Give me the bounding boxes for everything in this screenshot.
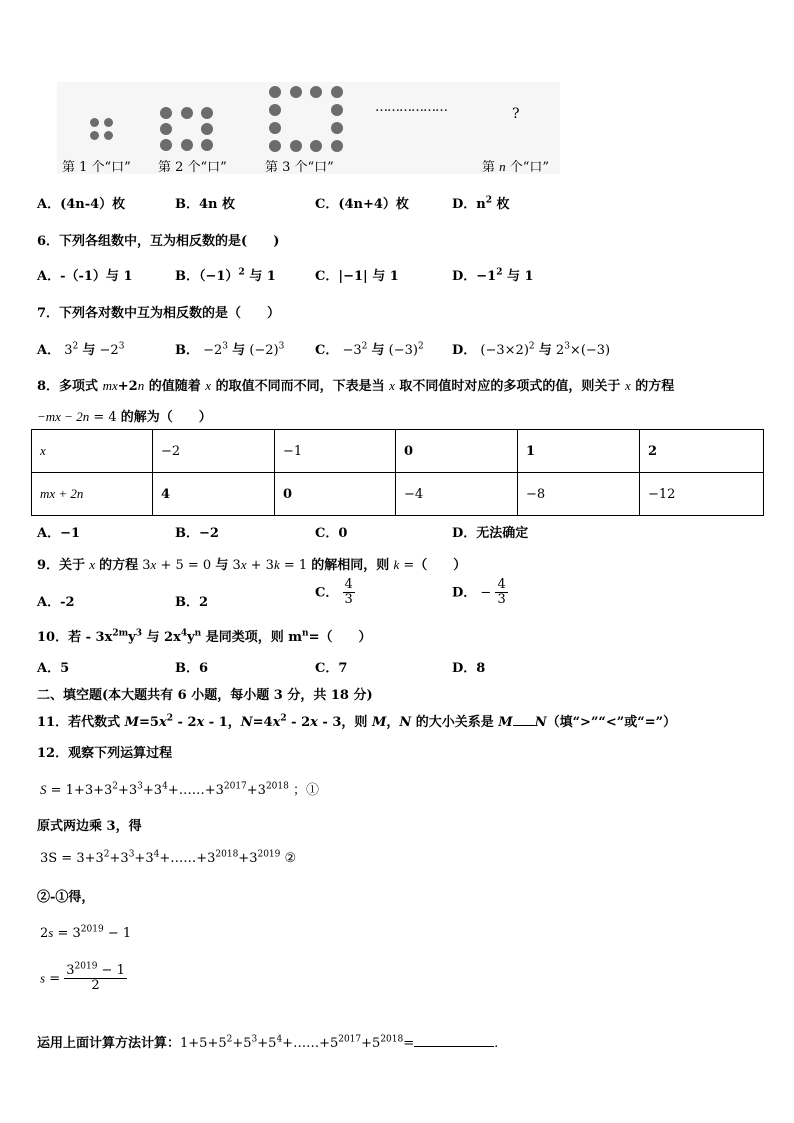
q8-stem-line2: −mx − 2n = 4 的解为（ ） [37, 409, 212, 425]
q7-stem: 7．下列各对数中互为相反数的是（ ） [37, 306, 281, 321]
q7-option-a: A． $3^2$ 与 $-2^3$ [37, 341, 125, 358]
q5-option-b: B．4n 枚 [175, 197, 236, 212]
q11-stem: 11．若代数式 $M=5x^2 - 2x - 1$，$N=4x^2 - 2x - 3$，则 M，N 的大小关系是 M N（填“>”“<”或“=”） [37, 713, 677, 730]
table-cell: −4 [396, 473, 518, 516]
table-cell: −8 [518, 473, 640, 516]
section-heading: 二、填空题(本大题共有 6 小题，每小题 3 分，共 18 分) [37, 688, 373, 703]
table-cell: 0 [396, 430, 518, 473]
table-cell: 4 [153, 473, 275, 516]
q5-option-a: A．(4n-4）枚 [37, 197, 126, 212]
table-row [32, 430, 764, 473]
q12-text1: 原式两边乘 3，得 [37, 819, 142, 834]
figure-ellipsis: ……………… [375, 100, 447, 115]
q6-option-b: B．$(-1)^2$ 与 1 [175, 267, 276, 284]
q7-option-c: C． $-3^2$ 与 $(-3)^2$ [315, 341, 424, 358]
q9-option-c: C． $\frac{4}{3}$ [315, 577, 353, 608]
q12-text2: ②-①得， [37, 890, 95, 905]
q9-option-b: B．2 [175, 595, 209, 610]
q5-option-d: D．$n^2$ 枚 [452, 195, 510, 212]
q9-stem: 9．关于 x 的方程 3x + 5 = 0 与 3x + 3k = 1 的解相同，则 k =（ ） [37, 557, 467, 573]
table-cell: 0 [275, 473, 396, 516]
q6-option-c: C．|−1| 与 1 [315, 269, 399, 284]
table-row [32, 473, 764, 516]
q8-stem-line1: 8．多项式 mx+2n 的值随着 x 的取值不同而不同，下表是当 x 取不同值时对应的多项式的值，则关于 x 的方程 [37, 378, 675, 394]
q10-option-b: B．6 [175, 661, 209, 676]
table-cell: mx + 2n [32, 473, 153, 516]
figure-label-n: 第 n 个“口” [482, 159, 550, 175]
q8-option-c: C．0 [315, 526, 348, 541]
q7-option-d: D． $(-3\times 2)^2$ 与 $2^3\times(-3)$ [452, 341, 611, 358]
q6-option-d: D．$-1^2$ 与 1 [452, 267, 534, 284]
q10-option-c: C．7 [315, 661, 348, 676]
q9-option-a: A．-2 [37, 595, 75, 610]
q12-eq3: $2s = 3^{2019} - 1$ [40, 924, 132, 941]
q10-stem: 10．若 - $3x^{2m}y^3$ 与 $2x^4y^n$ 是同类项，则 $m^n=$（ ） [37, 628, 372, 645]
table-cell: x [32, 430, 153, 473]
q12-eq4: s = $\frac{3^{2019} - 1}{2}$ [40, 961, 125, 994]
q10-option-a: A．5 [37, 661, 70, 676]
q6-option-a: A．-（-1）与 1 [37, 269, 133, 284]
q8-option-d: D．无法确定 [452, 526, 529, 541]
figure-label-3: 第 3 个“口” [265, 160, 334, 175]
table-cell: 2 [640, 430, 764, 473]
q6-stem: 6．下列各组数中，互为相反数的是( ) [37, 234, 280, 249]
figure-label-2: 第 2 个“口” [158, 160, 227, 175]
table-cell: 1 [518, 430, 640, 473]
q8-option-b: B．−2 [175, 526, 219, 541]
q8-option-a: A．−1 [37, 526, 81, 541]
figure-label-1: 第 1 个“口” [62, 160, 131, 175]
answer-blank[interactable] [414, 1034, 494, 1047]
q12-stem: 12．观察下列运算过程 [37, 746, 173, 761]
table-cell: −1 [275, 430, 396, 473]
table-cell: −12 [640, 473, 764, 516]
figure-question: ? [512, 106, 520, 122]
q12-apply: 运用上面计算方法计算：$1+5+5^2+5^3+5^4+\dots\dots+5^{2017}+5^{2018}=$ . [37, 1034, 499, 1051]
q9-option-d: D． − $\frac{4}{3}$ [452, 577, 506, 608]
q8-value-table [31, 429, 764, 516]
q5-option-c: C．(4n+4）枚 [315, 197, 409, 212]
q7-option-b: B． $-2^3$ 与 $(-2)^3$ [175, 341, 285, 358]
q12-eq2: $3S = 3+3^2+3^3+3^4+\dots\dots+3^{2018}+3^{2019}$ ② [40, 849, 297, 866]
q10-option-d: D．8 [452, 661, 486, 676]
table-cell: −2 [153, 430, 275, 473]
q12-eq1: $S = 1+3+3^2+3^3+3^4+\dots\dots+3^{2017}+3^{2018}$ ；① [40, 781, 319, 798]
